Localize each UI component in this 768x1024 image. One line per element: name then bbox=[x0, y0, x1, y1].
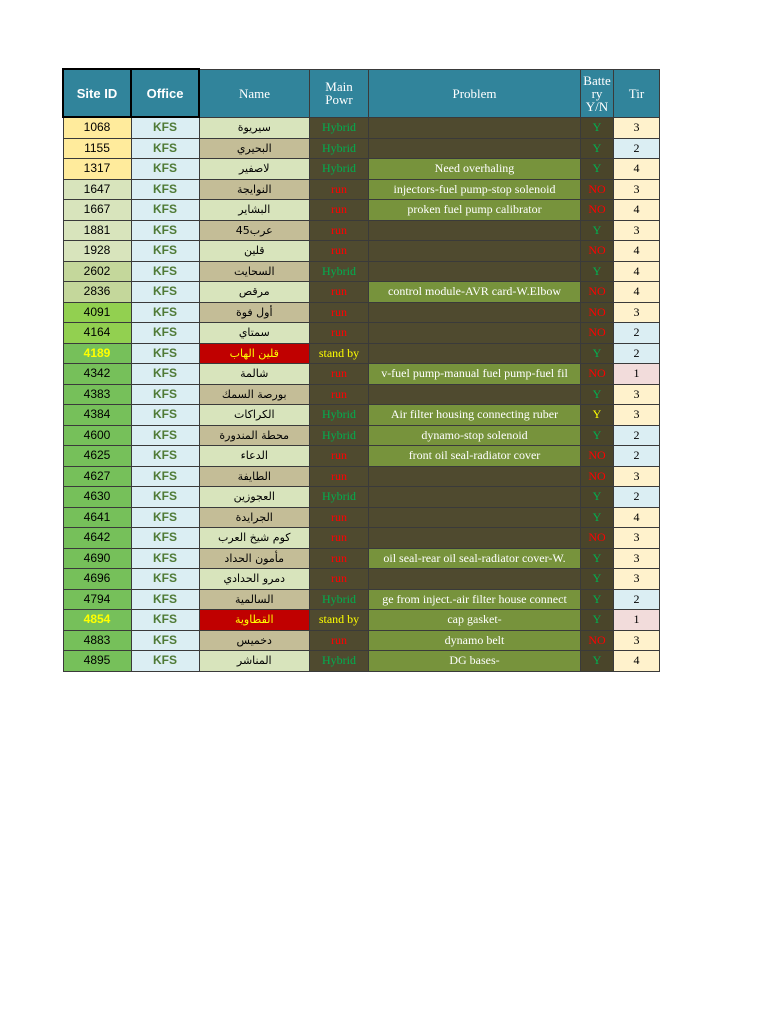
cell-problem[interactable]: dynamo-stop solenoid bbox=[369, 425, 581, 446]
table-row bbox=[63, 384, 660, 405]
table-row bbox=[63, 528, 660, 549]
cell-main-powr[interactable]: Hybrid bbox=[310, 117, 369, 138]
cell-battery[interactable]: Y bbox=[581, 261, 614, 282]
cell-problem[interactable]: proken fuel pump calibrator bbox=[369, 200, 581, 221]
cell-name[interactable]: البحيري bbox=[199, 138, 310, 159]
cell-tir[interactable]: 4 bbox=[614, 282, 660, 303]
cell-name[interactable]: محطة المندورة bbox=[199, 425, 310, 446]
cell-office[interactable]: KFS bbox=[131, 302, 199, 323]
cell-site-id[interactable]: 4383 bbox=[63, 384, 131, 405]
table-body bbox=[63, 117, 660, 671]
cell-site-id[interactable]: 1068 bbox=[63, 117, 131, 138]
cell-office[interactable]: KFS bbox=[131, 241, 199, 262]
cell-office[interactable]: KFS bbox=[131, 323, 199, 344]
cell-office[interactable]: KFS bbox=[131, 384, 199, 405]
cell-main-powr[interactable]: Hybrid bbox=[310, 405, 369, 426]
table-row bbox=[63, 282, 660, 303]
cell-main-powr[interactable]: run bbox=[310, 200, 369, 221]
cell-problem[interactable] bbox=[369, 138, 581, 159]
cell-office[interactable]: KFS bbox=[131, 630, 199, 651]
cell-tir[interactable]: 3 bbox=[614, 528, 660, 549]
cell-problem[interactable] bbox=[369, 343, 581, 364]
cell-name[interactable]: أول فوة bbox=[199, 302, 310, 323]
cell-tir[interactable]: 2 bbox=[614, 138, 660, 159]
table-row bbox=[63, 302, 660, 323]
cell-problem[interactable]: dynamo belt bbox=[369, 630, 581, 651]
cell-site-id[interactable]: 4642 bbox=[63, 528, 131, 549]
cell-main-powr[interactable]: stand by bbox=[310, 343, 369, 364]
table-row bbox=[63, 651, 660, 672]
cell-site-id[interactable]: 1928 bbox=[63, 241, 131, 262]
cell-battery[interactable]: NO bbox=[581, 364, 614, 385]
cell-problem[interactable]: injectors-fuel pump-stop solenoid bbox=[369, 179, 581, 200]
cell-battery[interactable]: NO bbox=[581, 200, 614, 221]
cell-office[interactable]: KFS bbox=[131, 589, 199, 610]
cell-office[interactable]: KFS bbox=[131, 528, 199, 549]
cell-office[interactable]: KFS bbox=[131, 200, 199, 221]
cell-office[interactable]: KFS bbox=[131, 405, 199, 426]
cell-tir[interactable]: 2 bbox=[614, 589, 660, 610]
cell-tir[interactable]: 4 bbox=[614, 261, 660, 282]
cell-office[interactable]: KFS bbox=[131, 651, 199, 672]
cell-battery[interactable]: Y bbox=[581, 138, 614, 159]
cell-main-powr[interactable]: run bbox=[310, 630, 369, 651]
cell-site-id[interactable]: 4641 bbox=[63, 507, 131, 528]
table-header bbox=[63, 69, 660, 117]
cell-main-powr[interactable]: run bbox=[310, 179, 369, 200]
table-row bbox=[63, 405, 660, 426]
cell-site-id[interactable]: 4164 bbox=[63, 323, 131, 344]
cell-office[interactable]: KFS bbox=[131, 343, 199, 364]
cell-site-id[interactable]: 4696 bbox=[63, 569, 131, 590]
cell-office[interactable]: KFS bbox=[131, 548, 199, 569]
cell-problem[interactable]: control module-AVR card-W.Elbow bbox=[369, 282, 581, 303]
table-row bbox=[63, 343, 660, 364]
cell-problem[interactable] bbox=[369, 384, 581, 405]
cell-tir[interactable]: 1 bbox=[614, 364, 660, 385]
cell-battery[interactable]: NO bbox=[581, 323, 614, 344]
cell-site-id[interactable]: 4091 bbox=[63, 302, 131, 323]
cell-tir[interactable]: 3 bbox=[614, 466, 660, 487]
cell-site-id[interactable]: 1881 bbox=[63, 220, 131, 241]
cell-site-id[interactable]: 2836 bbox=[63, 282, 131, 303]
cell-battery[interactable]: NO bbox=[581, 446, 614, 467]
cell-main-powr[interactable]: Hybrid bbox=[310, 425, 369, 446]
cell-problem[interactable]: cap gasket- bbox=[369, 610, 581, 631]
cell-battery[interactable]: NO bbox=[581, 466, 614, 487]
cell-tir[interactable]: 3 bbox=[614, 302, 660, 323]
table-row bbox=[63, 589, 660, 610]
cell-office[interactable]: KFS bbox=[131, 117, 199, 138]
cell-tir[interactable]: 3 bbox=[614, 548, 660, 569]
cell-tir[interactable]: 4 bbox=[614, 651, 660, 672]
cell-main-powr[interactable]: Hybrid bbox=[310, 261, 369, 282]
cell-name[interactable]: النوايجة bbox=[199, 179, 310, 200]
table-row bbox=[63, 323, 660, 344]
cell-main-powr[interactable]: run bbox=[310, 364, 369, 385]
cell-battery[interactable]: Y bbox=[581, 589, 614, 610]
cell-problem[interactable] bbox=[369, 302, 581, 323]
cell-main-powr[interactable]: run bbox=[310, 548, 369, 569]
header-name[interactable]: Name bbox=[199, 69, 310, 117]
header-office[interactable]: Office bbox=[131, 69, 199, 117]
cell-office[interactable]: KFS bbox=[131, 466, 199, 487]
cell-name[interactable]: سيريوة bbox=[199, 117, 310, 138]
cell-site-id[interactable]: 4690 bbox=[63, 548, 131, 569]
cell-name[interactable]: السالمية bbox=[199, 589, 310, 610]
cell-problem[interactable] bbox=[369, 220, 581, 241]
cell-tir[interactable]: 3 bbox=[614, 569, 660, 590]
cell-office[interactable]: KFS bbox=[131, 220, 199, 241]
table-row bbox=[63, 466, 660, 487]
cell-name[interactable]: الدعاء bbox=[199, 446, 310, 467]
table-row bbox=[63, 569, 660, 590]
cell-office[interactable]: KFS bbox=[131, 569, 199, 590]
cell-site-id[interactable]: 4794 bbox=[63, 589, 131, 610]
cell-main-powr[interactable]: run bbox=[310, 282, 369, 303]
cell-tir[interactable]: 4 bbox=[614, 200, 660, 221]
cell-name[interactable]: القطاوية bbox=[199, 610, 310, 631]
header-main-powr[interactable]: Main Powr bbox=[310, 69, 369, 117]
cell-problem[interactable] bbox=[369, 261, 581, 282]
cell-tir[interactable]: 2 bbox=[614, 487, 660, 508]
table-row bbox=[63, 507, 660, 528]
cell-main-powr[interactable]: run bbox=[310, 302, 369, 323]
cell-battery[interactable]: Y bbox=[581, 487, 614, 508]
cell-main-powr[interactable]: run bbox=[310, 446, 369, 467]
cell-main-powr[interactable]: Hybrid bbox=[310, 159, 369, 180]
cell-tir[interactable]: 3 bbox=[614, 179, 660, 200]
cell-office[interactable]: KFS bbox=[131, 179, 199, 200]
cell-office[interactable]: KFS bbox=[131, 138, 199, 159]
cell-site-id[interactable]: 1317 bbox=[63, 159, 131, 180]
cell-site-id[interactable]: 4384 bbox=[63, 405, 131, 426]
cell-site-id[interactable]: 4883 bbox=[63, 630, 131, 651]
cell-battery[interactable]: Y bbox=[581, 384, 614, 405]
cell-name[interactable]: الجرايدة bbox=[199, 507, 310, 528]
header-tir[interactable]: Tir bbox=[614, 69, 660, 117]
cell-battery[interactable]: Y bbox=[581, 548, 614, 569]
cell-site-id[interactable]: 4342 bbox=[63, 364, 131, 385]
cell-site-id[interactable]: 4895 bbox=[63, 651, 131, 672]
cell-battery[interactable]: Y bbox=[581, 343, 614, 364]
cell-site-id[interactable]: 2602 bbox=[63, 261, 131, 282]
cell-main-powr[interactable]: run bbox=[310, 220, 369, 241]
cell-battery[interactable]: Y bbox=[581, 569, 614, 590]
table-row bbox=[63, 138, 660, 159]
cell-battery[interactable]: NO bbox=[581, 179, 614, 200]
cell-problem[interactable]: v-fuel pump-manual fuel pump-fuel fil bbox=[369, 364, 581, 385]
cell-main-powr[interactable]: stand by bbox=[310, 610, 369, 631]
cell-problem[interactable] bbox=[369, 117, 581, 138]
cell-name[interactable]: قلين الهاب bbox=[199, 343, 310, 364]
table-row bbox=[63, 630, 660, 651]
cell-name[interactable]: دمرو الحدادي bbox=[199, 569, 310, 590]
cell-problem[interactable]: DG bases- bbox=[369, 651, 581, 672]
cell-tir[interactable]: 4 bbox=[614, 507, 660, 528]
cell-main-powr[interactable]: Hybrid bbox=[310, 138, 369, 159]
table-row bbox=[63, 364, 660, 385]
cell-site-id[interactable]: 1647 bbox=[63, 179, 131, 200]
cell-site-id[interactable]: 4189 bbox=[63, 343, 131, 364]
cell-main-powr[interactable]: run bbox=[310, 241, 369, 262]
cell-problem[interactable] bbox=[369, 507, 581, 528]
cell-main-powr[interactable]: run bbox=[310, 569, 369, 590]
cell-name[interactable]: بورصة السمك bbox=[199, 384, 310, 405]
table-row bbox=[63, 159, 660, 180]
cell-site-id[interactable]: 4625 bbox=[63, 446, 131, 467]
cell-tir[interactable]: 4 bbox=[614, 241, 660, 262]
cell-name[interactable]: قلين bbox=[199, 241, 310, 262]
cell-problem[interactable]: Air filter housing connecting ruber bbox=[369, 405, 581, 426]
cell-battery[interactable]: NO bbox=[581, 302, 614, 323]
header-problem[interactable]: Problem bbox=[369, 69, 581, 117]
cell-main-powr[interactable]: run bbox=[310, 466, 369, 487]
cell-name[interactable]: البشاير bbox=[199, 200, 310, 221]
header-row bbox=[63, 69, 660, 117]
cell-name[interactable]: السحايت bbox=[199, 261, 310, 282]
cell-name[interactable]: كوم شيخ العرب bbox=[199, 528, 310, 549]
cell-tir[interactable]: 3 bbox=[614, 384, 660, 405]
cell-tir[interactable]: 4 bbox=[614, 159, 660, 180]
cell-main-powr[interactable]: run bbox=[310, 528, 369, 549]
cell-tir[interactable]: 1 bbox=[614, 610, 660, 631]
cell-name[interactable]: مأمون الحداد bbox=[199, 548, 310, 569]
cell-name[interactable]: دخميس bbox=[199, 630, 310, 651]
cell-tir[interactable]: 2 bbox=[614, 323, 660, 344]
cell-tir[interactable]: 3 bbox=[614, 220, 660, 241]
cell-battery[interactable]: Y bbox=[581, 425, 614, 446]
cell-main-powr[interactable]: run bbox=[310, 323, 369, 344]
table-row bbox=[63, 220, 660, 241]
cell-battery[interactable]: Y bbox=[581, 405, 614, 426]
cell-name[interactable]: الطايفة bbox=[199, 466, 310, 487]
table-row bbox=[63, 179, 660, 200]
cell-office[interactable]: KFS bbox=[131, 610, 199, 631]
cell-name[interactable]: لاصفير bbox=[199, 159, 310, 180]
table-row bbox=[63, 487, 660, 508]
cell-name[interactable]: عرب45 bbox=[199, 220, 310, 241]
table-row bbox=[63, 117, 660, 138]
cell-office[interactable]: KFS bbox=[131, 364, 199, 385]
cell-problem[interactable] bbox=[369, 466, 581, 487]
cell-name[interactable]: شالمة bbox=[199, 364, 310, 385]
header-site-id[interactable]: Site ID bbox=[63, 69, 131, 117]
cell-main-powr[interactable]: run bbox=[310, 384, 369, 405]
cell-problem[interactable] bbox=[369, 569, 581, 590]
cell-office[interactable]: KFS bbox=[131, 425, 199, 446]
table-row bbox=[63, 200, 660, 221]
cell-tir[interactable]: 3 bbox=[614, 630, 660, 651]
cell-battery[interactable]: Y bbox=[581, 159, 614, 180]
cell-tir[interactable]: 2 bbox=[614, 446, 660, 467]
cell-problem[interactable]: Need overhaling bbox=[369, 159, 581, 180]
cell-tir[interactable]: 3 bbox=[614, 405, 660, 426]
cell-site-id[interactable]: 4630 bbox=[63, 487, 131, 508]
cell-office[interactable]: KFS bbox=[131, 282, 199, 303]
cell-site-id[interactable]: 1667 bbox=[63, 200, 131, 221]
cell-battery[interactable]: NO bbox=[581, 241, 614, 262]
cell-battery[interactable]: Y bbox=[581, 117, 614, 138]
cell-battery[interactable]: NO bbox=[581, 528, 614, 549]
cell-office[interactable]: KFS bbox=[131, 487, 199, 508]
cell-battery[interactable]: NO bbox=[581, 282, 614, 303]
cell-battery[interactable]: Y bbox=[581, 651, 614, 672]
cell-tir[interactable]: 2 bbox=[614, 425, 660, 446]
table-row bbox=[63, 446, 660, 467]
cell-problem[interactable] bbox=[369, 528, 581, 549]
cell-main-powr[interactable]: Hybrid bbox=[310, 651, 369, 672]
cell-tir[interactable]: 3 bbox=[614, 117, 660, 138]
cell-main-powr[interactable]: Hybrid bbox=[310, 589, 369, 610]
cell-battery[interactable]: NO bbox=[581, 630, 614, 651]
cell-office[interactable]: KFS bbox=[131, 159, 199, 180]
header-battery[interactable]: Batte ry Y/N bbox=[581, 69, 614, 117]
cell-name[interactable]: مرقص bbox=[199, 282, 310, 303]
cell-name[interactable]: سمتاي bbox=[199, 323, 310, 344]
table-row bbox=[63, 548, 660, 569]
cell-problem[interactable]: ge from inject.-air filter house connect bbox=[369, 589, 581, 610]
cell-tir[interactable]: 2 bbox=[614, 343, 660, 364]
table-row bbox=[63, 241, 660, 262]
cell-site-id[interactable]: 1155 bbox=[63, 138, 131, 159]
cell-name[interactable]: المناشر bbox=[199, 651, 310, 672]
cell-name[interactable]: العجوزين bbox=[199, 487, 310, 508]
cell-battery[interactable]: Y bbox=[581, 507, 614, 528]
cell-site-id[interactable]: 4627 bbox=[63, 466, 131, 487]
table-row bbox=[63, 261, 660, 282]
cell-office[interactable]: KFS bbox=[131, 507, 199, 528]
cell-problem[interactable]: oil seal-rear oil seal-radiator cover-W. bbox=[369, 548, 581, 569]
cell-problem[interactable] bbox=[369, 241, 581, 262]
cell-problem[interactable] bbox=[369, 487, 581, 508]
cell-problem[interactable] bbox=[369, 323, 581, 344]
cell-site-id[interactable]: 4854 bbox=[63, 610, 131, 631]
cell-name[interactable]: الكراكات bbox=[199, 405, 310, 426]
cell-office[interactable]: KFS bbox=[131, 261, 199, 282]
cell-main-powr[interactable]: Hybrid bbox=[310, 487, 369, 508]
cell-battery[interactable]: Y bbox=[581, 610, 614, 631]
sites-table bbox=[62, 68, 660, 672]
cell-site-id[interactable]: 4600 bbox=[63, 425, 131, 446]
cell-problem[interactable]: front oil seal-radiator cover bbox=[369, 446, 581, 467]
table-row bbox=[63, 610, 660, 631]
cell-office[interactable]: KFS bbox=[131, 446, 199, 467]
table-row bbox=[63, 425, 660, 446]
cell-main-powr[interactable]: run bbox=[310, 507, 369, 528]
cell-battery[interactable]: Y bbox=[581, 220, 614, 241]
